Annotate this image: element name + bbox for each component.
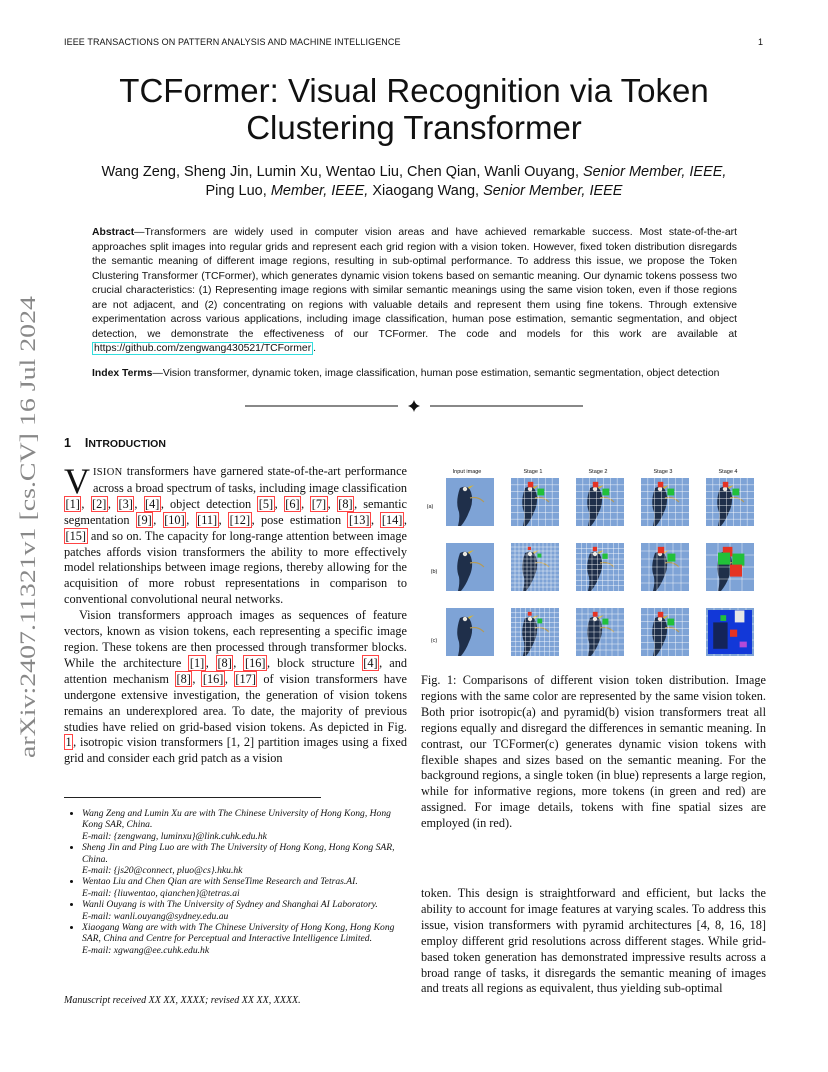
title-line-1: TCFormer: Visual Recognition via Token [119, 72, 709, 109]
red-token [658, 547, 664, 553]
footnote-email: E-mail: {js20@connect, pluo@cs}.hku.hk [82, 865, 243, 877]
citation-link[interactable]: [16] [202, 671, 224, 686]
green-token [732, 554, 744, 566]
green-token [732, 489, 739, 496]
citation-link[interactable]: [7] [311, 496, 327, 511]
citation-link[interactable]: [2] [92, 496, 107, 511]
figure-col-label: Input image [452, 469, 482, 475]
manuscript-note: Manuscript received XX XX, XXXX; revised XX XX, XXXX. [64, 995, 301, 1006]
citation-link[interactable]: [13] [348, 512, 370, 527]
figure-ref-link[interactable]: 1 [65, 735, 72, 750]
authors-part-1: Wang Zeng, Sheng Jin, Lumin Xu, Wentao Liu, Chen Qian, Wanli Ouyang, [101, 164, 583, 180]
citation-link[interactable]: [16] [244, 655, 266, 670]
red-token [528, 482, 533, 487]
sep: , [233, 655, 244, 670]
sep: , [224, 671, 234, 686]
section-number: 1 [64, 436, 71, 450]
sep: , [274, 496, 284, 511]
dropcap: V [64, 461, 90, 501]
footnotes [64, 808, 407, 956]
footnote-email: E-mail: xgwang@ee.cuhk.edu.hk [82, 944, 210, 956]
bird-head-marking [528, 552, 532, 556]
footnote-email: E-mail: {liuwentao, qianchen}@tetras.ai [82, 887, 240, 899]
sep: , [218, 512, 229, 527]
index-terms-body: —Vision transformer, dynamic token, image classification, human pose estimation, semantic segmentation, object detection [152, 368, 720, 379]
section-title-first: I [84, 436, 89, 450]
text: , and attention mechanism [64, 655, 407, 686]
green-token [602, 619, 608, 625]
red-token [658, 612, 663, 617]
footnote-affiliation: Wanli Ouyang is with The University of Sydney and Shanghai AI Laboratory. [82, 899, 378, 911]
green-token [720, 615, 726, 621]
bird-head-marking [463, 617, 467, 621]
citation-link[interactable]: [1] [65, 496, 80, 511]
author-role-2: Member, IEEE, [270, 183, 369, 199]
figure-1 [421, 465, 766, 665]
abstract [92, 226, 737, 357]
text: , block structure [266, 655, 362, 670]
citation-link[interactable]: [8] [176, 671, 191, 686]
footnote-email: E-mail: {zengwang, luminxu}@link.cuhk.edu.hk [82, 830, 267, 842]
red-token [730, 630, 737, 637]
title-line-2: Clustering Transformer [246, 109, 582, 146]
sep: , [370, 512, 381, 527]
footnote-item [82, 922, 407, 956]
citation-link[interactable]: [6] [285, 496, 300, 511]
green-token [667, 619, 674, 626]
citation-link[interactable]: [12] [229, 512, 251, 527]
bird-head-marking [593, 552, 597, 556]
author-role-3: Senior Member, IEEE [483, 183, 623, 199]
sep: , [403, 512, 407, 527]
footnote-affiliation: Wentao Liu and Chen Qian are with SenseTime Research and Tetras.AI. [82, 876, 358, 888]
bird-token [713, 622, 727, 648]
sep: , [192, 671, 202, 686]
green-token [718, 553, 730, 565]
intro-column [64, 461, 407, 767]
light-token [735, 610, 745, 622]
figure-row-label: (a) [426, 504, 434, 510]
bird-head-marking [463, 552, 467, 556]
figure-row-label: (b) [430, 569, 438, 575]
sep: , [327, 496, 337, 511]
author-role-1: Senior Member, IEEE, [583, 164, 727, 180]
abstract-end: . [313, 343, 317, 354]
index-terms-label: Index Terms [92, 368, 153, 379]
sep: , [301, 496, 311, 511]
green-token [602, 554, 607, 559]
code-link[interactable]: https://github.com/zengwang430521/TCFormer [94, 343, 312, 354]
index-terms [92, 367, 737, 382]
citation-link[interactable]: [8] [338, 496, 353, 511]
red-token [593, 482, 598, 487]
footnote-rule [64, 797, 321, 798]
paper-title [64, 72, 764, 146]
green-token [602, 489, 609, 496]
sep: , [205, 655, 216, 670]
citation-link[interactable]: [14] [381, 512, 403, 527]
citation-link[interactable]: [10] [164, 512, 185, 527]
citation-link[interactable]: [5] [258, 496, 274, 511]
bird-head-marking [593, 617, 597, 621]
abstract-body: —Transformers are widely used in computer vision areas and have achieved remarkable success. Most state-of-the-art approaches split images into regular grids and represent each grid region with a vision token. However, fixed token distribution disregards the semantic meaning of different image regions, resulting in sub-optimal performance. To address this issue, we propose the Token Clustering Transformer (TCFormer), which generates dynamic vision tokens based on semantic meaning. Our dynamic tokens possess two crucial characteristics: (1) Representing image regions with similar semantic meanings using the same vision token, even if those regions are not adjacent, and (2) concentrating on regions with valuable details and represent them using fine tokens. Through extensive experimentation across various applications, including image classification, human pose estimation, semantic segmentation, and object detection, we demonstrate the effectiveness of our TCFormer. The code and models for this work are available at [92, 227, 737, 340]
page-number: 1 [758, 37, 764, 47]
text: of vision transformers have undergone extensive investigation, the generation of vision tokens remains an underexplored area. To date, the majority of previous studies have relied on grid-based vision tokens. As depicted in Fig. [64, 671, 407, 734]
citation-link[interactable]: [9] [137, 512, 152, 527]
diamond-star-icon [408, 400, 420, 412]
figure-panels [446, 478, 754, 656]
footnote-item [82, 842, 407, 876]
footnote-affiliation: Wang Zeng and Lumin Xu are with The Chinese University of Hong Kong, Hong Kong SAR, China. [82, 808, 391, 831]
sep: , [81, 496, 91, 511]
citation-link[interactable]: [11] [197, 512, 218, 527]
text: , pose estimation [251, 512, 348, 527]
green-token [537, 619, 542, 624]
citation-link[interactable]: [15] [65, 528, 86, 543]
citation-link[interactable]: [17] [235, 671, 256, 686]
right-column-text: token. This design is straightforward and efficient, but lacks the ability to account for image features at varying scales. To address this issue, vision transformers with pyramid architectures [4, 8, 16, 18] employ different grid resolutions across different stages. While grid-based token generation has demonstrated impressive results across a broad range of tasks, it disregards the semantic meaning of images and treats all regions as equivalent, thus yielding sub-optimal [421, 886, 766, 996]
red-token [528, 547, 531, 550]
figure-caption: Fig. 1: Comparisons of different vision token distribution. Image regions with the same color are represented by the same vision token. Both prior isotropic(a) and pyramid(b) vision transformers treat all regions equally and disregard the differences in semantic meaning. In contrast, our TCFormer(c) generates dynamic vision tokens with flexible shapes and sizes based on the semantic meaning. For the background regions, a single token (in blue) represents a large region, while for informative regions, more tokens (in green and red) are assigned. For image details, tokens with fine spatial sizes are employed (in red). [421, 673, 766, 831]
text: , isotropic vision transformers [1, 2] partition images using a fixed grid and consider each grid patch as a vision [64, 735, 407, 766]
footnote-item [82, 899, 407, 922]
sep: , [186, 512, 196, 527]
section-divider [245, 398, 583, 414]
red-token [730, 565, 742, 577]
text: transformers have garnered state-of-the-art performance across a broad spectrum of tasks, including image classification [93, 464, 407, 495]
green-token [667, 489, 674, 496]
citation-link[interactable]: [4] [363, 655, 378, 670]
figure-col-label: Stage 1 [523, 469, 543, 475]
section-title-rest: NTRODUCTION [88, 438, 166, 450]
sep: , [134, 496, 144, 511]
red-token [658, 482, 663, 487]
red-token [528, 612, 532, 616]
green-token [537, 489, 544, 496]
footnote-affiliation: Xiaogang Wang are with with The Chinese University of Hong Kong, Hong Kong SAR, China and Centre for Perceptual and Interactive Intelligence Limited. [82, 922, 395, 945]
text: Vision transformers approach images as sequences of feature vectors, known as vision tokens, each representing a specific image region. These tokens are then processed through transformer blocks. While the architecture [64, 608, 407, 670]
figure-col-label: Stage 3 [653, 469, 673, 475]
citation-link[interactable]: [4] [145, 496, 160, 511]
abstract-label: Abstract [92, 227, 135, 238]
citation-link[interactable]: [3] [118, 496, 133, 511]
green-token [667, 554, 675, 562]
authors-part-3: Xiaogang Wang, [368, 183, 484, 199]
text: , object detection [160, 496, 258, 511]
section-heading [64, 436, 166, 450]
authors-part-2: Ping Luo, [205, 183, 271, 199]
citation-link[interactable]: [1] [189, 655, 205, 670]
dropcap-smallcaps: ISION [93, 467, 123, 478]
text: , semantic segmentation [64, 496, 407, 527]
red-token [593, 612, 598, 617]
green-token [537, 554, 541, 558]
text: and so on. The capacity for long-range attention between image patches affords vision transformers the ability to more effectively model relationships between image regions, thereby allowing for the acquisition of more robust representations in comparison to conventional convolutional neural networks. [64, 528, 407, 607]
footnote-affiliation: Sheng Jin and Ping Luo are with The University of Hong Kong, Hong Kong SAR, China. [82, 842, 395, 865]
figure-col-label: Stage 4 [718, 469, 738, 475]
intro-paragraph-2 [64, 608, 407, 767]
figure-row-label: (c) [430, 638, 438, 644]
arxiv-stamp[interactable] [4, 296, 48, 758]
purple-token [740, 642, 747, 648]
bird-head-marking [463, 487, 467, 491]
sep: , [107, 496, 117, 511]
citation-link[interactable]: [8] [217, 655, 232, 670]
red-token [593, 547, 597, 551]
running-head: IEEE TRANSACTIONS ON PATTERN ANALYSIS AND MACHINE INTELLIGENCE [64, 37, 401, 47]
sep: , [153, 512, 163, 527]
footnote-email: E-mail: wanli.ouyang@sydney.edu.au [82, 910, 229, 922]
red-token [723, 482, 728, 487]
arxiv-identifier: arXiv:2407.11321v1 [cs.CV] 16 Jul 2024 [15, 385, 40, 758]
intro-paragraph-1 [64, 461, 407, 608]
footnote-item [82, 808, 407, 842]
author-list [64, 163, 764, 201]
figure-col-label: Stage 2 [588, 469, 608, 475]
footnote-item [82, 876, 407, 899]
